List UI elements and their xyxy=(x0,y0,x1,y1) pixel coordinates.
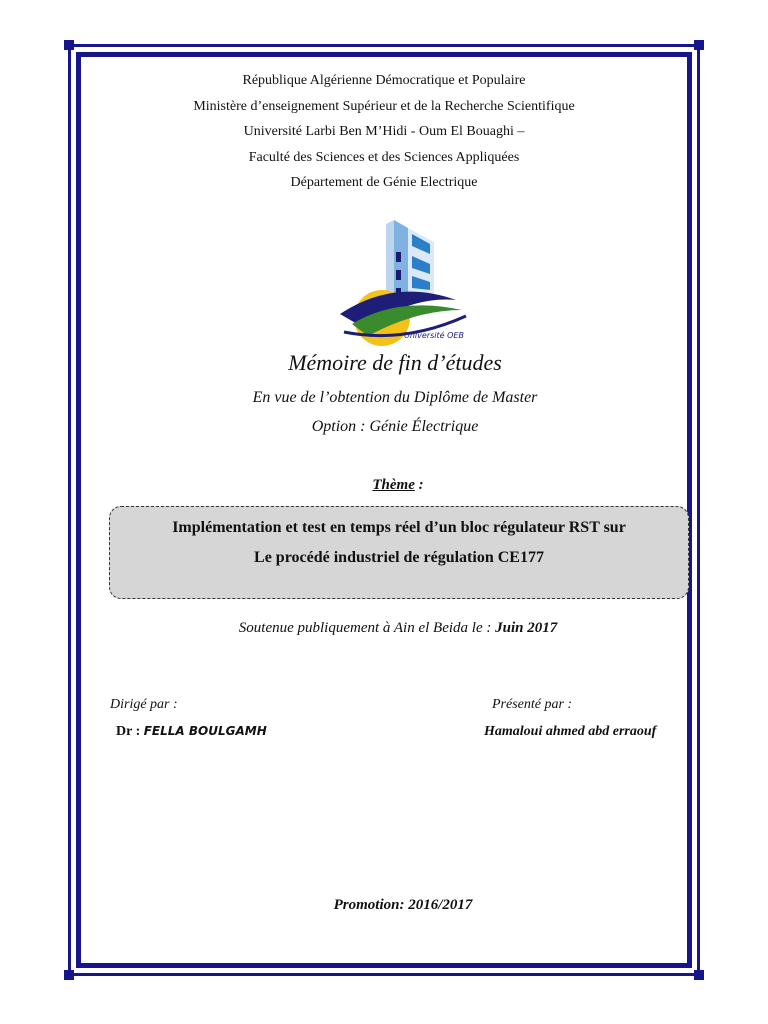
university-logo xyxy=(334,212,484,352)
promotion-line: Promotion: 2016/2017 xyxy=(333,897,473,913)
header-line-ministry: Ministère d’enseignement Supérieur et de la Recherche Scientifique xyxy=(193,98,575,114)
supervisor-prefix: Dr : xyxy=(116,724,144,739)
theme-box xyxy=(109,506,689,599)
theme-line-2: Le procédé industriel de régulation CE177 xyxy=(254,549,544,566)
border-corner xyxy=(694,970,704,980)
option-line: Option : Génie Électrique xyxy=(311,418,479,435)
supervisor-label: Dirigé par : xyxy=(110,697,178,712)
theme-label-text: Thème xyxy=(372,477,415,493)
defense-text: Soutenue publiquement à Ain el Beida le : xyxy=(238,620,496,636)
header-line-republic: République Algérienne Démocratique et Populaire xyxy=(242,73,526,88)
supervisor-name: FELLA BOULGAMH xyxy=(143,724,267,738)
student-label: Présenté par : xyxy=(492,697,573,712)
institution-header xyxy=(0,68,768,196)
border-corner xyxy=(64,40,74,50)
defense-date: Juin 2017 xyxy=(495,620,558,636)
theme-line-1: Implémentation et test en temps réel d’un bloc régulateur RST sur xyxy=(172,519,626,536)
defense-line xyxy=(0,620,768,637)
border-corner xyxy=(694,40,704,50)
header-line-university: Université Larbi Ben M’Hidi - Oum El Bouaghi – xyxy=(243,124,525,139)
logo-text: Université OEB xyxy=(404,331,464,340)
student-name: Hamaloui ahmed abd erraouf xyxy=(484,724,657,739)
theme-label-suffix: : xyxy=(414,477,424,493)
document-title: Mémoire de fin d’études xyxy=(288,350,502,375)
degree-subtitle: En vue de l’obtention du Diplôme de Master xyxy=(252,389,538,406)
header-line-faculty: Faculté des Sciences et des Sciences Appliquées xyxy=(248,149,520,165)
border-corner xyxy=(64,970,74,980)
header-line-department: Département de Génie Electrique xyxy=(290,175,478,190)
supervisor-line xyxy=(116,724,267,740)
theme-label xyxy=(0,477,768,494)
